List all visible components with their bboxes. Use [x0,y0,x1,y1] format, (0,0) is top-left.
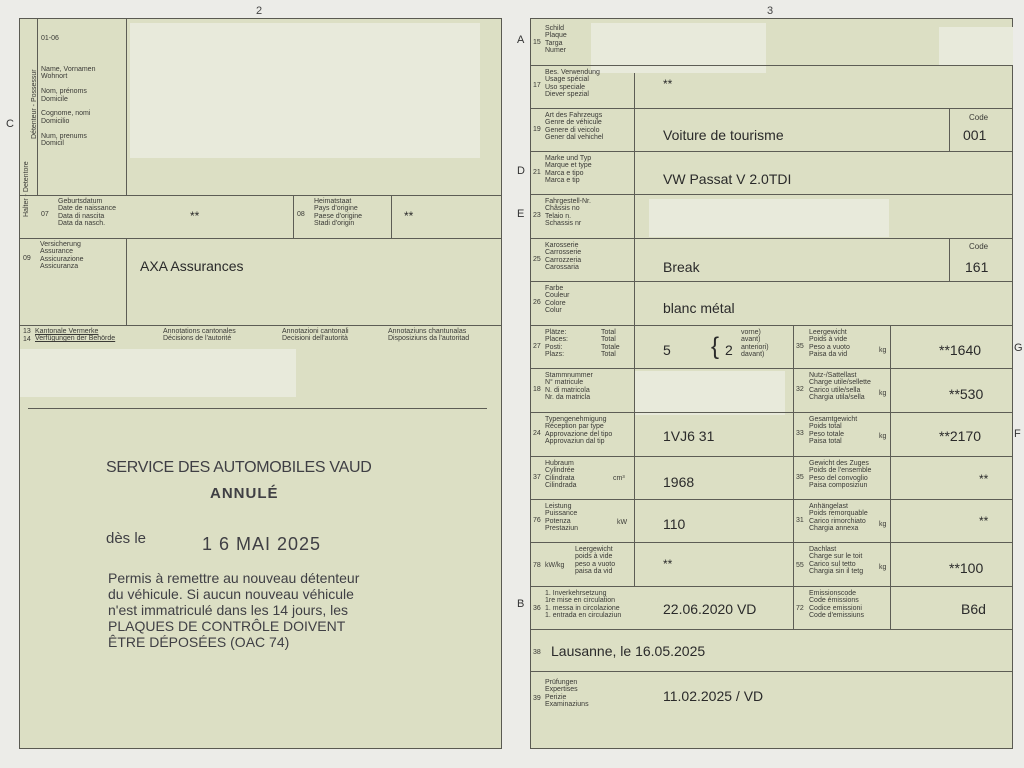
seats-total-value: 5 [663,342,671,358]
special-usage-label: Bes. Verwendung Usage spécial Uso speciale Diever spezial [545,69,600,99]
page-number-right: 3 [767,5,774,17]
divider [531,151,1012,152]
towing-weight-label: Anhängelast Poids remorquable Carico rimorchiato Chargia annexa [809,503,868,533]
seats-label: Plätze: Places: Posti: Plazs: [545,329,568,359]
field-number: 36 [533,605,541,612]
divider [531,499,1012,500]
brace-mark: { [711,333,720,360]
divider [531,542,1012,543]
seats-total-label: Total Total Totale Total [601,329,620,359]
divider [531,586,1012,587]
divider [531,65,1012,66]
color-value: blanc métal [663,300,735,316]
code-label: Code [969,242,989,251]
power-value: 110 [663,516,686,532]
birth-date-label: Geburtsdatum Date de naissance Data di nascita Data da nasch. [58,198,116,228]
emission-code-value: B6d [961,601,986,617]
towing-weight-value: ** [979,514,989,528]
field-number: 76 [533,517,541,524]
left-page [19,5,502,749]
field-number: 08 [297,211,305,218]
field-number: 31 [796,517,804,524]
seats-front-label: vorne) avant) anteriori) davant) [741,329,769,359]
field-number: 25 [533,256,541,263]
margin-letter-b: B [517,598,525,610]
make-type-value: VW Passat V 2.0TDI [663,171,792,187]
empty-weight-label: Leergewicht Poids à vide Peso a vuoto Paisa da vid [809,329,850,359]
redacted-holder-name [130,23,480,158]
inspection-label: Prüfungen Expertises Perizie Examinaziuns [545,679,589,709]
margin-letter-a: A [517,34,525,46]
power-label: Leistung Puissance Potenza Prestaziun [545,503,579,533]
field-number: 07 [41,211,49,218]
divider [531,456,1012,457]
inspection-value: 11.02.2025 / VD [663,688,764,704]
divider [531,108,1012,109]
holder-vertical-label-de: Halter - Detentore [23,161,30,217]
right-page [530,5,1013,749]
divider [37,19,38,195]
place-date-value: Lausanne, le 16.05.2025 [551,643,706,659]
field-number: 21 [533,169,541,176]
chassis-label: Fahrgestell-Nr. Châssis no Telaio n. Schassis nr [545,198,591,228]
holder-name-label: Name, Vornamen Wohnort Nom, prénoms Domicile Cognome, nomi Domicilio Num, prenums Domicil [41,66,96,148]
redacted-annotation [20,349,296,397]
divider [949,238,950,281]
divider [20,238,501,239]
margin-letter-e: E [517,208,525,220]
body-code: 161 [965,259,989,275]
first-registration-label: 1. Inverkehrsetzung 1re mise en circulation 1. messa in circolazione 1. entrada en circulaziun [545,590,622,620]
origin-label: Heimatstaat Pays d'origine Paese d'origine Stadi d'origin [314,198,363,228]
code-label: Code [969,113,989,122]
unit-kw: kW [617,519,628,526]
total-weight-label: Gesamtgewicht Poids total Peso totale Paisa total [809,416,858,446]
total-weight-value: **2170 [939,428,982,444]
divider [531,629,1012,630]
field-number: 33 [796,430,804,437]
divider [28,408,487,409]
unit-kg: kg [879,347,887,354]
unit-kg: kg [879,521,887,528]
field-number: 38 [533,649,541,656]
redacted-matriculation [635,371,785,415]
color-label: Farbe Couleur Colore Colur [545,285,570,315]
payload-label: Nutz-/Sattellast Charge utile/sellette Carico utile/sella Chargia utila/sella [809,372,871,402]
insurance-value: AXA Assurances [140,258,244,274]
vehicle-type-value: Voiture de tourisme [663,127,784,143]
field-number: 35 [796,343,804,350]
first-registration-value: 22.06.2020 VD [663,601,757,617]
annotations-label-it: Annotazioni cantonali Decisioni dell'autorità [282,328,349,343]
vehicle-type-label: Art des Fahrzeugs Genre de véhicule Genere di veicolo Gener dal vehichel [545,112,604,142]
holder-vertical-label-fr: Détenteur - Possessur [31,69,38,139]
body-label: Karosserie Carrosserie Carrozzeria Carossaria [545,242,582,272]
stamp-service-title: SERVICE DES AUTOMOBILES VAUD [106,459,372,476]
stamp-instruction-text: Permis à remettre au nouveau détenteur du véhicule. Si aucun nouveau véhicule n'est immatriculé dans les 14 jours, les PLAQUES DE CONTRÔLE DOIVENT ÊTRE DÉPOSÉES (OAC 74) [108,570,360,650]
field-number: 37 [533,474,541,481]
vehicle-type-code: 001 [963,127,987,143]
divider [531,412,1012,413]
divider [20,325,501,326]
seats-front-value: 2 [725,342,733,358]
divider [20,195,501,196]
annotations-label-fr: Annotations cantonales Décisions de l'autorité [163,328,236,343]
field-number: 39 [533,695,541,702]
field-number: 09 [23,255,31,262]
special-usage-value: ** [663,77,673,91]
divider [391,195,392,238]
field-number: 27 [533,343,541,350]
divider [531,368,1012,369]
field-number: 78 [533,562,541,569]
field-number: 18 [533,386,541,393]
stamp-annule: ANNULÉ [210,485,279,502]
divider [531,238,1012,239]
field-number: 55 [796,562,804,569]
plate-label: Schild Plaque Targa Numer [545,25,567,55]
margin-letter-f: F [1014,428,1021,440]
stamp-des-le: dès le [106,530,147,547]
margin-letter-d: D [517,165,525,177]
type-approval-label: Typengenehmigung Réception par type Approvazione del tipo Approvaziun dal tip [545,416,613,446]
displacement-value: 1968 [663,474,695,490]
divider [126,19,127,195]
origin-value: ** [404,209,414,223]
field-number: 15 [533,39,541,46]
displacement-label: Hubraum Cylindrée Cilindrata Cilindrada [545,460,577,490]
divider [531,671,1012,672]
train-weight-value: ** [979,472,989,486]
unit-kg: kg [879,564,887,571]
field-number: 01-06 [41,35,59,42]
power-ratio-label: Leergewicht poids à vide peso a vuoto paisa da vid [575,546,616,576]
divider [949,108,950,151]
margin-letter-c: C [6,118,14,130]
empty-weight-value: **1640 [939,342,982,358]
field-number: 72 [796,605,804,612]
emission-code-label: Emissionscode Code émissions Codice emissioni Code d'emissiuns [809,590,865,620]
divider [531,281,1012,282]
stamp-date: 1 6 MAI 2025 [202,534,322,554]
redacted-chassis [649,199,889,237]
roof-load-value: **100 [949,560,984,576]
make-type-label: Marke und Typ Marque et type Marca e tipo Marca e tip [545,155,592,185]
train-weight-label: Gewicht des Zuges Poids de l'ensemble Peso del convoglio Paisa composiziun [809,460,872,490]
payload-value: **530 [949,386,984,402]
divider [126,238,127,325]
field-number: 35 [796,474,804,481]
insurance-label: Versicherung Assurance Assicurazione Assicuranza [40,241,84,271]
field-number: 24 [533,430,541,437]
divider [531,325,1012,326]
annotations-label-rm: Annotaziuns chantunalas Disposiziuns da l'autoritad [388,328,470,343]
field-number: 19 [533,126,541,133]
page-number-left: 2 [256,5,263,17]
field-number: 32 [796,386,804,393]
field-number: 17 [533,82,541,89]
field-number: 26 [533,299,541,306]
unit-kg: kg [879,390,887,397]
type-approval-value: 1VJ6 31 [663,428,715,444]
power-ratio-value: ** [663,557,673,571]
divider [531,194,1012,195]
birth-date-value: ** [190,209,200,223]
margin-letter-g: G [1014,342,1023,354]
field-number: 23 [533,212,541,219]
unit-kw-per-kg: kW/kg [545,562,565,569]
annotations-label-de: Kantonale Vermerke Verfügungen der Behörde [35,328,116,343]
field-number: 14 [23,336,31,343]
redacted-plate [939,27,1013,65]
divider [293,195,294,238]
divider [890,325,891,629]
divider [793,586,794,629]
matriculation-label: Stammnummer N° matricule N. di matricola Nr. da matricla [545,372,593,402]
field-number: 13 [23,328,31,335]
unit-cm3: cm³ [613,475,625,482]
unit-kg: kg [879,433,887,440]
roof-load-label: Dachlast Charge sur le toit Carico sul tetto Chargia sin il tetg [809,546,864,576]
body-value: Break [663,259,700,275]
